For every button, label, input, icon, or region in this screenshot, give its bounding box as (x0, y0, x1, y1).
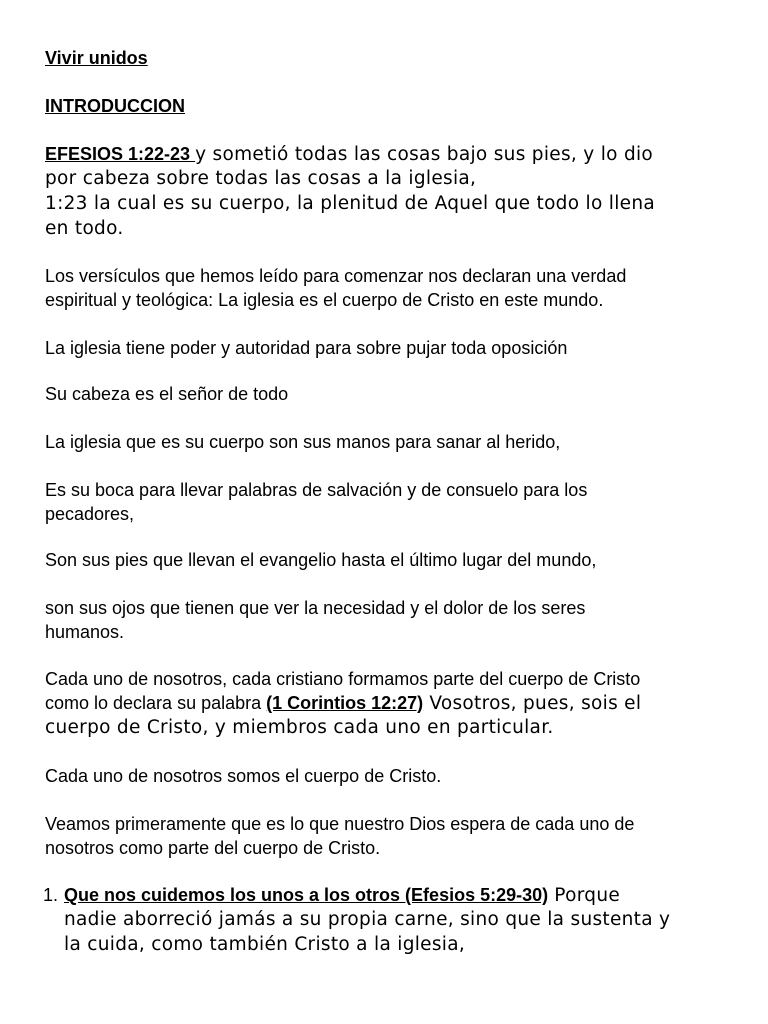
paragraph-line: Su cabeza es el señor de todo (45, 384, 289, 404)
verse-line: cuerpo de Cristo, y miembros cada uno en particular. (45, 717, 554, 738)
paragraph-text: como lo declara su palabra (45, 693, 267, 713)
paragraph-line: Veamos primeramente que es lo que nuestro Dios espera de cada uno de (45, 814, 635, 834)
paragraph-line: humanos. (45, 622, 125, 642)
paragraph-line: pecadores, (45, 504, 135, 524)
ephesians-verse-line-3: 1:23 la cual es su cuerpo, la plenitud de Aquel que todo lo llena (45, 193, 655, 214)
list-item-line-2: nadie aborreció jamás a su propia carne, sino que la sustenta y (64, 909, 671, 930)
paragraph-line: La iglesia tiene poder y autoridad para sobre pujar toda oposición (45, 338, 568, 358)
scripture-reference: (1 Corintios 12:27) (266, 693, 424, 713)
paragraph-line: espiritual y teológica: La iglesia es el cuerpo de Cristo en este mundo. (45, 290, 604, 310)
verse-text: Vosotros, pues, sois el (423, 693, 642, 714)
section-heading: INTRODUCCION (45, 96, 185, 116)
scripture-reference: Que nos cuidemos los unos a los otros (Efesios 5:29-30) (64, 885, 549, 905)
paragraph-line: Es su boca para llevar palabras de salvación y de consuelo para los (45, 480, 588, 500)
paragraph-line: Los versículos que hemos leído para comenzar nos declaran una verdad (45, 266, 627, 286)
verse-text: Porque (548, 885, 621, 906)
list-number: 1. (43, 885, 59, 905)
ephesians-verse-line-2: por cabeza sobre todas las cosas a la iglesia, (45, 168, 477, 189)
paragraph-line: son sus ojos que tienen que ver la necesidad y el dolor de los seres (45, 598, 586, 618)
list-item-line-1 (64, 884, 620, 907)
list-item-line-3: la cuida, como también Cristo a la iglesia, (64, 934, 466, 955)
scripture-reference: EFESIOS 1:22-23 (45, 144, 196, 164)
paragraph-line: nosotros como parte del cuerpo de Cristo. (45, 838, 381, 858)
paragraph-line: Cada uno de nosotros, cada cristiano formamos parte del cuerpo de Cristo (45, 669, 641, 689)
ephesians-verse-line-4: en todo. (45, 218, 124, 239)
ephesians-verse-line-1 (45, 143, 653, 166)
paragraph-line-with-reference (45, 692, 641, 715)
verse-text: y sometió todas las cosas bajo sus pies, y lo dio (195, 144, 654, 165)
document-title: Vivir unidos (45, 48, 148, 68)
paragraph-line: Cada uno de nosotros somos el cuerpo de Cristo. (45, 766, 442, 786)
paragraph-line: La iglesia que es su cuerpo son sus manos para sanar al herido, (45, 432, 561, 452)
paragraph-line: Son sus pies que llevan el evangelio hasta el último lugar del mundo, (45, 550, 597, 570)
